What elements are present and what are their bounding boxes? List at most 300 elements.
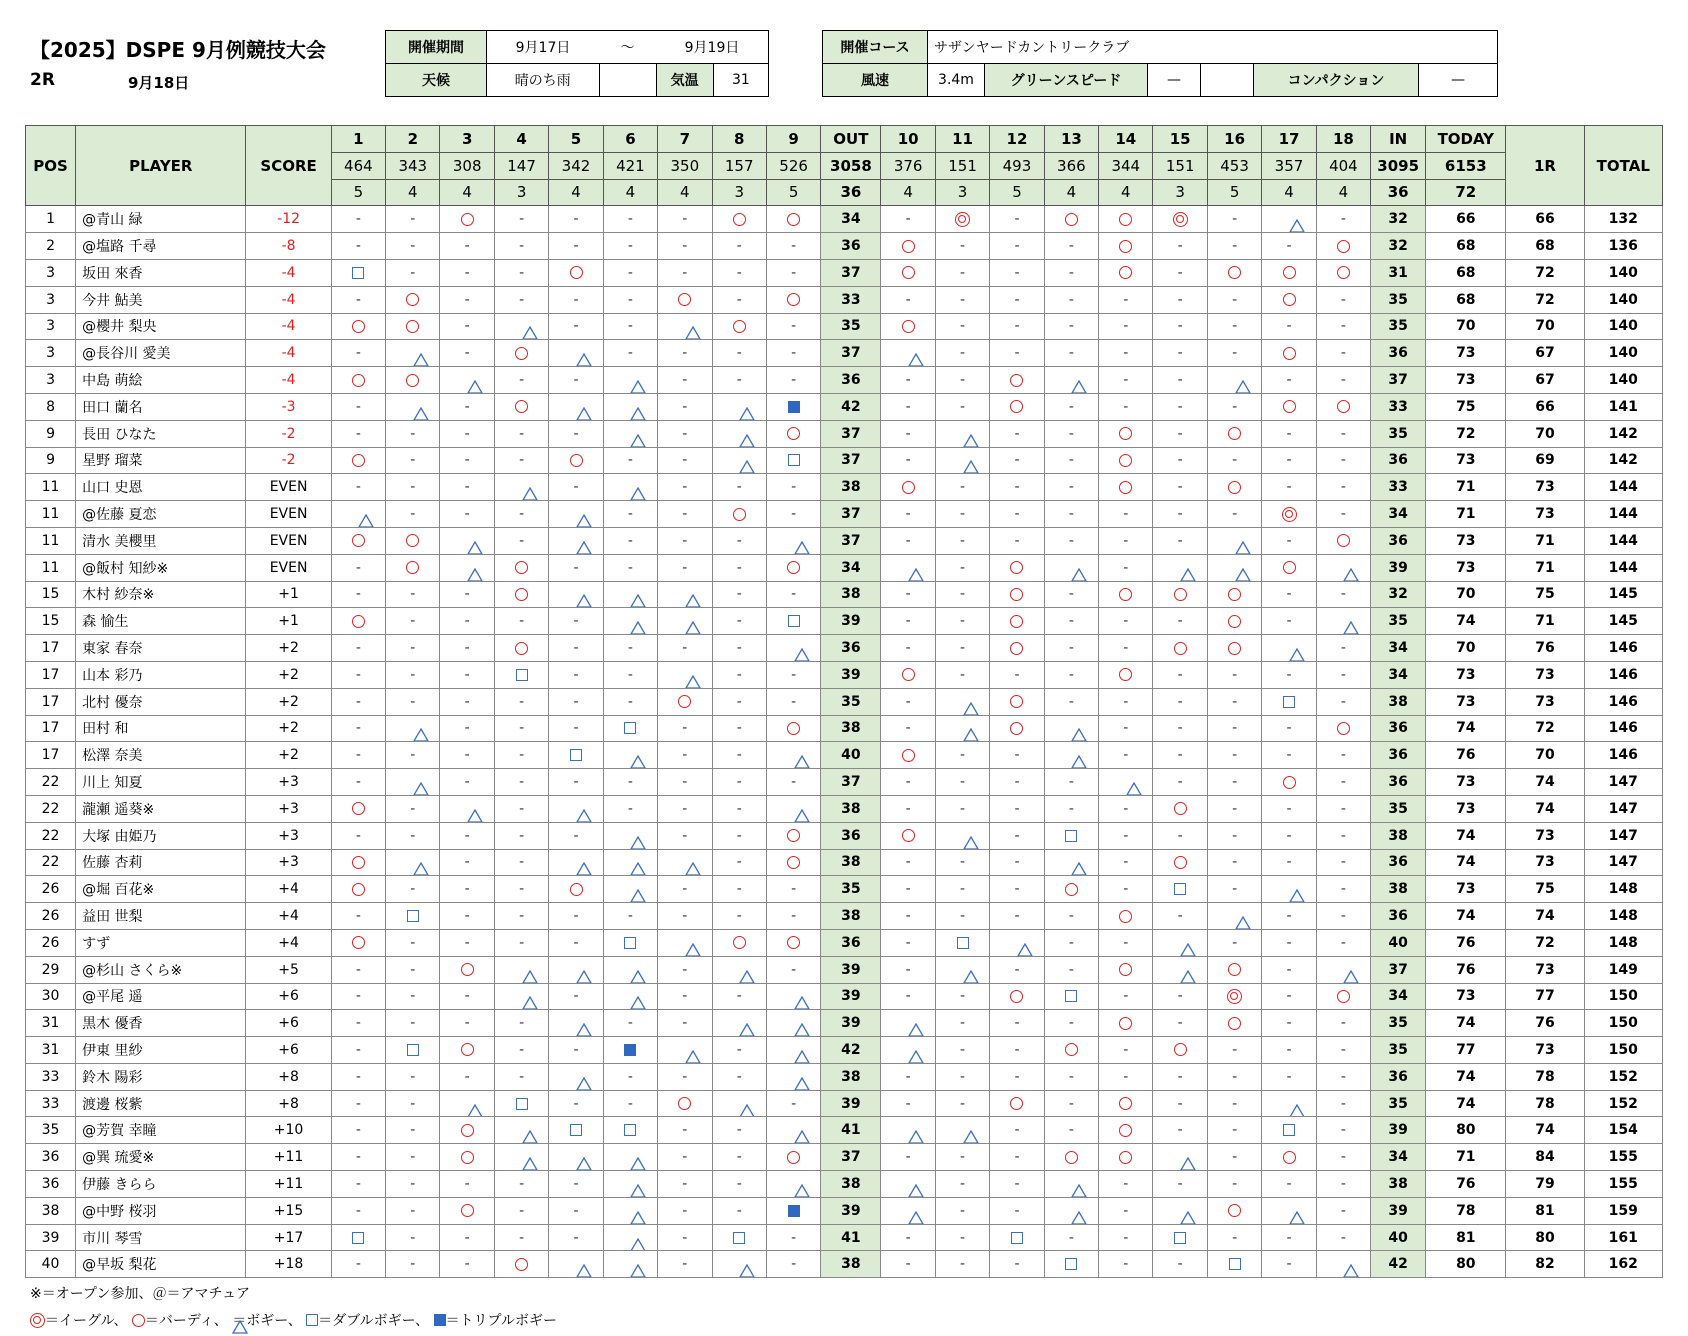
player-pos: 3 bbox=[26, 367, 76, 394]
hole-result bbox=[386, 769, 440, 796]
hole-result bbox=[549, 581, 603, 608]
player-total: 150 bbox=[1584, 983, 1662, 1010]
par-dash: - bbox=[1177, 1068, 1183, 1085]
table-row bbox=[26, 1063, 1663, 1090]
hole-result bbox=[440, 1224, 494, 1251]
hole-result bbox=[658, 635, 712, 662]
birdie-icon bbox=[352, 320, 365, 333]
par-dash: - bbox=[573, 318, 579, 335]
player-name: 川上 知夏 bbox=[76, 769, 246, 796]
player-name: 田村 和 bbox=[76, 715, 246, 742]
hole-result bbox=[1262, 474, 1316, 501]
hole-result bbox=[881, 527, 935, 554]
player-score: -2 bbox=[246, 420, 331, 447]
hole-result bbox=[990, 1037, 1044, 1064]
hole-result bbox=[1044, 474, 1098, 501]
par-dash: - bbox=[1340, 774, 1346, 791]
par-dash: - bbox=[1286, 854, 1292, 871]
hole-result bbox=[331, 635, 385, 662]
par-dash: - bbox=[736, 264, 742, 281]
legend-bogey: ＝ボギー、 bbox=[232, 1313, 302, 1329]
player-out: 41 bbox=[821, 1224, 881, 1251]
hole-yardage: 342 bbox=[549, 152, 603, 179]
hole-result bbox=[494, 1010, 548, 1037]
hole-result bbox=[603, 447, 657, 474]
par-dash: - bbox=[410, 1122, 416, 1139]
par-dash: - bbox=[682, 827, 688, 844]
hole-result bbox=[331, 688, 385, 715]
par-dash: - bbox=[1014, 1256, 1020, 1273]
hole-result bbox=[881, 367, 935, 394]
hole-result bbox=[1153, 956, 1207, 983]
hole-result bbox=[440, 474, 494, 501]
hole-result bbox=[494, 233, 548, 260]
round-label: 2R bbox=[30, 70, 55, 90]
hole-result bbox=[935, 1037, 989, 1064]
player-1r: 77 bbox=[1506, 983, 1584, 1010]
hole-result bbox=[1099, 1224, 1153, 1251]
par-dash: - bbox=[682, 800, 688, 817]
player-score: +4 bbox=[246, 903, 331, 930]
player-1r: 80 bbox=[1506, 1224, 1584, 1251]
player-1r: 73 bbox=[1506, 474, 1584, 501]
hole-result bbox=[1262, 1063, 1316, 1090]
par-dash: - bbox=[1340, 640, 1346, 657]
hole-result bbox=[1316, 286, 1370, 313]
hole-result bbox=[331, 661, 385, 688]
par-dash: - bbox=[1123, 1068, 1129, 1085]
hole-result bbox=[1044, 903, 1098, 930]
par-dash: - bbox=[1177, 238, 1183, 255]
par-dash: - bbox=[464, 666, 470, 683]
hole-result bbox=[1316, 581, 1370, 608]
hole-result bbox=[386, 876, 440, 903]
par-dash: - bbox=[519, 264, 525, 281]
par-dash: - bbox=[1340, 800, 1346, 817]
birdie-icon bbox=[787, 829, 800, 842]
hole-result bbox=[1207, 715, 1261, 742]
hole-result bbox=[603, 206, 657, 233]
hole-result bbox=[658, 1197, 712, 1224]
par-dash: - bbox=[905, 961, 911, 978]
player-out: 37 bbox=[821, 501, 881, 528]
hole-result bbox=[1207, 1224, 1261, 1251]
par-dash: - bbox=[1286, 720, 1292, 737]
hole-result bbox=[1044, 608, 1098, 635]
hole-result bbox=[331, 849, 385, 876]
eagle-icon bbox=[30, 1313, 45, 1328]
hole-result bbox=[881, 822, 935, 849]
hole-result bbox=[881, 393, 935, 420]
hole-result bbox=[440, 929, 494, 956]
par-dash: - bbox=[960, 881, 966, 898]
player-total: 148 bbox=[1584, 903, 1662, 930]
double-bogey-icon bbox=[1011, 1232, 1023, 1244]
birdie-icon bbox=[352, 856, 365, 869]
par-dash: - bbox=[791, 506, 797, 523]
hole-result bbox=[386, 956, 440, 983]
player-1r: 72 bbox=[1506, 286, 1584, 313]
par-dash: - bbox=[1123, 398, 1129, 415]
double-bogey-icon bbox=[957, 937, 969, 949]
hole-result bbox=[603, 554, 657, 581]
hole-result bbox=[1153, 903, 1207, 930]
hole-result bbox=[549, 233, 603, 260]
hole-result bbox=[386, 1117, 440, 1144]
par-dash: - bbox=[1340, 479, 1346, 496]
table-row bbox=[26, 1171, 1663, 1198]
player-score: -2 bbox=[246, 447, 331, 474]
player-1r: 75 bbox=[1506, 876, 1584, 903]
player-1r: 74 bbox=[1506, 795, 1584, 822]
player-pos: 11 bbox=[26, 527, 76, 554]
par-dash: - bbox=[1068, 800, 1074, 817]
par-dash: - bbox=[355, 988, 361, 1005]
hole-number: 1 bbox=[331, 126, 385, 153]
hole-result bbox=[881, 849, 935, 876]
hole-yardage: 464 bbox=[331, 152, 385, 179]
hole-result bbox=[658, 608, 712, 635]
hole-result bbox=[1262, 929, 1316, 956]
hole-result bbox=[881, 1251, 935, 1278]
par-dash: - bbox=[573, 613, 579, 630]
hole-result bbox=[440, 795, 494, 822]
par-dash: - bbox=[1286, 238, 1292, 255]
par-dash: - bbox=[960, 613, 966, 630]
player-total: 142 bbox=[1584, 447, 1662, 474]
player-out: 34 bbox=[821, 554, 881, 581]
player-today: 73 bbox=[1426, 367, 1506, 394]
hole-result bbox=[1316, 849, 1370, 876]
par-dash: - bbox=[410, 1229, 416, 1246]
player-total: 147 bbox=[1584, 795, 1662, 822]
par-dash: - bbox=[1068, 934, 1074, 951]
par-dash: - bbox=[410, 800, 416, 817]
player-total: 146 bbox=[1584, 742, 1662, 769]
hole-result bbox=[1262, 608, 1316, 635]
player-score: +1 bbox=[246, 581, 331, 608]
header-today: TODAY bbox=[1426, 126, 1506, 153]
hole-result bbox=[1207, 742, 1261, 769]
par-dash: - bbox=[519, 211, 525, 228]
hole-result bbox=[1044, 367, 1098, 394]
player-in: 39 bbox=[1371, 554, 1426, 581]
player-pos: 22 bbox=[26, 822, 76, 849]
par-dash: - bbox=[1340, 1122, 1346, 1139]
player-today: 78 bbox=[1426, 1197, 1506, 1224]
hole-result bbox=[712, 956, 766, 983]
hole-result bbox=[331, 447, 385, 474]
table-row bbox=[26, 527, 1663, 554]
par-dash: - bbox=[1177, 827, 1183, 844]
player-in: 39 bbox=[1371, 1197, 1426, 1224]
hole-yardage: 453 bbox=[1207, 152, 1261, 179]
birdie-icon bbox=[1228, 1204, 1241, 1217]
hole-result bbox=[990, 849, 1044, 876]
hole-result bbox=[1153, 795, 1207, 822]
hole-result bbox=[549, 501, 603, 528]
hole-result bbox=[1207, 849, 1261, 876]
par-dash: - bbox=[1340, 1202, 1346, 1219]
hole-result bbox=[1207, 1010, 1261, 1037]
par-dash: - bbox=[355, 1256, 361, 1273]
par-dash: - bbox=[682, 1122, 688, 1139]
hole-result bbox=[990, 1144, 1044, 1171]
par-dash: - bbox=[573, 1229, 579, 1246]
hole-result bbox=[1153, 849, 1207, 876]
hole-result bbox=[712, 1090, 766, 1117]
par-dash: - bbox=[464, 720, 470, 737]
hole-result bbox=[1044, 259, 1098, 286]
hole-result bbox=[1044, 1117, 1098, 1144]
player-today: 73 bbox=[1426, 688, 1506, 715]
hole-result bbox=[1044, 1171, 1098, 1198]
par-dash: - bbox=[410, 586, 416, 603]
hole-result bbox=[1207, 259, 1261, 286]
hole-result bbox=[331, 474, 385, 501]
par-dash: - bbox=[1340, 1175, 1346, 1192]
hole-result bbox=[331, 1090, 385, 1117]
hole-result bbox=[603, 1171, 657, 1198]
birdie-icon bbox=[352, 883, 365, 896]
player-out: 39 bbox=[821, 1197, 881, 1224]
hole-result bbox=[712, 983, 766, 1010]
hole-result bbox=[386, 259, 440, 286]
hole-result bbox=[1316, 527, 1370, 554]
player-today: 73 bbox=[1426, 554, 1506, 581]
hole-result bbox=[1207, 233, 1261, 260]
hole-result bbox=[440, 1010, 494, 1037]
par-dash: - bbox=[573, 1095, 579, 1112]
hole-result bbox=[1099, 1144, 1153, 1171]
hole-result bbox=[881, 554, 935, 581]
hole-result bbox=[440, 581, 494, 608]
legend-eagle: ＝イーグル、 bbox=[45, 1313, 128, 1329]
hole-result bbox=[1099, 795, 1153, 822]
hole-result bbox=[1044, 849, 1098, 876]
par-dash: - bbox=[1177, 398, 1183, 415]
par-dash: - bbox=[1014, 479, 1020, 496]
hole-result bbox=[935, 206, 989, 233]
par-dash: - bbox=[1068, 774, 1074, 791]
par-dash: - bbox=[1123, 1256, 1129, 1273]
par-dash: - bbox=[1123, 1041, 1129, 1058]
hole-result bbox=[881, 1224, 935, 1251]
table-row bbox=[26, 1010, 1663, 1037]
temp-value: 31 bbox=[713, 64, 768, 97]
par-dash: - bbox=[905, 988, 911, 1005]
player-name: 伊藤 きらら bbox=[76, 1171, 246, 1198]
hole-result bbox=[935, 769, 989, 796]
weather-label: 天候 bbox=[386, 64, 487, 97]
birdie-icon bbox=[1337, 990, 1350, 1003]
hole-result bbox=[881, 608, 935, 635]
par-dash: - bbox=[905, 774, 911, 791]
hole-result bbox=[1262, 367, 1316, 394]
hole-result bbox=[1316, 742, 1370, 769]
hole-result bbox=[1044, 1197, 1098, 1224]
par-dash: - bbox=[960, 1175, 966, 1192]
hole-result bbox=[881, 769, 935, 796]
hole-result bbox=[1262, 554, 1316, 581]
par-dash: - bbox=[1340, 211, 1346, 228]
player-score: EVEN bbox=[246, 474, 331, 501]
par-dash: - bbox=[1286, 1041, 1292, 1058]
player-score: -4 bbox=[246, 259, 331, 286]
player-in: 33 bbox=[1371, 393, 1426, 420]
hole-result bbox=[331, 393, 385, 420]
hole-result bbox=[766, 286, 820, 313]
par-dash: - bbox=[1340, 1095, 1346, 1112]
birdie-icon bbox=[1119, 588, 1132, 601]
hole-par: 3 bbox=[1153, 179, 1207, 206]
hole-result bbox=[1044, 688, 1098, 715]
hole-result bbox=[881, 286, 935, 313]
player-pos: 11 bbox=[26, 501, 76, 528]
par-dash: - bbox=[905, 398, 911, 415]
par-dash: - bbox=[573, 693, 579, 710]
hole-result bbox=[1207, 554, 1261, 581]
hole-result bbox=[990, 903, 1044, 930]
hole-result bbox=[766, 1117, 820, 1144]
hole-result bbox=[881, 795, 935, 822]
hole-result bbox=[990, 715, 1044, 742]
hole-result bbox=[603, 1197, 657, 1224]
double-bogey-icon bbox=[516, 669, 528, 681]
player-1r: 73 bbox=[1506, 822, 1584, 849]
birdie-icon bbox=[1010, 1097, 1023, 1110]
player-name: @芳賀 幸瞳 bbox=[76, 1117, 246, 1144]
hole-result bbox=[1207, 983, 1261, 1010]
hole-result bbox=[712, 367, 766, 394]
player-name: @青山 緑 bbox=[76, 206, 246, 233]
par-dash: - bbox=[1340, 666, 1346, 683]
hole-result bbox=[494, 1171, 548, 1198]
hole-result bbox=[658, 340, 712, 367]
hole-result bbox=[1099, 1171, 1153, 1198]
par-dash: - bbox=[791, 318, 797, 335]
hole-result bbox=[1044, 1010, 1098, 1037]
player-today: 74 bbox=[1426, 1063, 1506, 1090]
hole-result bbox=[990, 795, 1044, 822]
hole-result bbox=[549, 1063, 603, 1090]
player-out: 38 bbox=[821, 795, 881, 822]
par-dash: - bbox=[791, 908, 797, 924]
hole-result bbox=[494, 1144, 548, 1171]
table-row bbox=[26, 903, 1663, 930]
player-pos: 2 bbox=[26, 233, 76, 260]
birdie-icon bbox=[515, 588, 528, 601]
player-pos: 17 bbox=[26, 635, 76, 662]
hole-result bbox=[603, 983, 657, 1010]
par-dash: - bbox=[1068, 398, 1074, 415]
hole-result bbox=[549, 903, 603, 930]
hole-result bbox=[440, 1037, 494, 1064]
par-dash: - bbox=[464, 881, 470, 898]
birdie-icon bbox=[1228, 615, 1241, 628]
hole-result bbox=[1316, 554, 1370, 581]
hole-result bbox=[1207, 1171, 1261, 1198]
birdie-icon bbox=[787, 561, 800, 574]
hole-result bbox=[603, 501, 657, 528]
hole-result bbox=[386, 474, 440, 501]
hole-result bbox=[935, 688, 989, 715]
hole-par: 4 bbox=[881, 179, 935, 206]
par-dash: - bbox=[519, 1229, 525, 1246]
player-total: 144 bbox=[1584, 554, 1662, 581]
hole-result bbox=[990, 1251, 1044, 1278]
player-total: 152 bbox=[1584, 1063, 1662, 1090]
par-dash: - bbox=[905, 934, 911, 951]
hole-result bbox=[440, 340, 494, 367]
player-score: +17 bbox=[246, 1224, 331, 1251]
hole-result bbox=[440, 554, 494, 581]
player-in: 37 bbox=[1371, 367, 1426, 394]
player-total: 144 bbox=[1584, 501, 1662, 528]
hole-result bbox=[440, 1251, 494, 1278]
player-pos: 31 bbox=[26, 1037, 76, 1064]
player-in: 38 bbox=[1371, 688, 1426, 715]
player-pos: 29 bbox=[26, 956, 76, 983]
hole-result bbox=[1207, 661, 1261, 688]
hole-result bbox=[1099, 849, 1153, 876]
hole-result bbox=[1207, 313, 1261, 340]
player-name: 益田 世梨 bbox=[76, 903, 246, 930]
hole-yardage: 343 bbox=[386, 152, 440, 179]
hole-result bbox=[1099, 661, 1153, 688]
par-dash: - bbox=[519, 238, 525, 255]
player-1r: 71 bbox=[1506, 554, 1584, 581]
wind-label: 風速 bbox=[823, 64, 928, 97]
par-dash: - bbox=[573, 827, 579, 844]
hole-result bbox=[766, 554, 820, 581]
par-dash: - bbox=[736, 881, 742, 898]
player-score: -4 bbox=[246, 340, 331, 367]
hole-result bbox=[1262, 340, 1316, 367]
hole-result bbox=[603, 581, 657, 608]
hole-result bbox=[1262, 447, 1316, 474]
player-in: 35 bbox=[1371, 420, 1426, 447]
hole-result bbox=[766, 1144, 820, 1171]
hole-result bbox=[881, 474, 935, 501]
hole-result bbox=[1153, 286, 1207, 313]
par-dash: - bbox=[905, 613, 911, 630]
hole-result bbox=[494, 554, 548, 581]
hole-result bbox=[712, 635, 766, 662]
hole-result bbox=[712, 527, 766, 554]
hole-result bbox=[386, 393, 440, 420]
hole-result bbox=[440, 1090, 494, 1117]
birdie-icon bbox=[902, 829, 915, 842]
double-bogey-icon bbox=[1174, 1232, 1186, 1244]
hole-result bbox=[1262, 420, 1316, 447]
par-dash: - bbox=[1123, 881, 1129, 898]
player-score: +8 bbox=[246, 1063, 331, 1090]
par-dash: - bbox=[519, 934, 525, 951]
par-dash: - bbox=[1014, 961, 1020, 978]
hole-result bbox=[440, 259, 494, 286]
par-dash: - bbox=[1014, 1175, 1020, 1192]
hole-result bbox=[331, 1117, 385, 1144]
hole-result bbox=[1207, 956, 1261, 983]
table-row bbox=[26, 1251, 1663, 1278]
table-row bbox=[26, 1224, 1663, 1251]
player-pos: 26 bbox=[26, 903, 76, 930]
legend bbox=[30, 1310, 557, 1330]
hole-result bbox=[603, 1144, 657, 1171]
player-out: 37 bbox=[821, 259, 881, 286]
par-dash: - bbox=[410, 613, 416, 630]
